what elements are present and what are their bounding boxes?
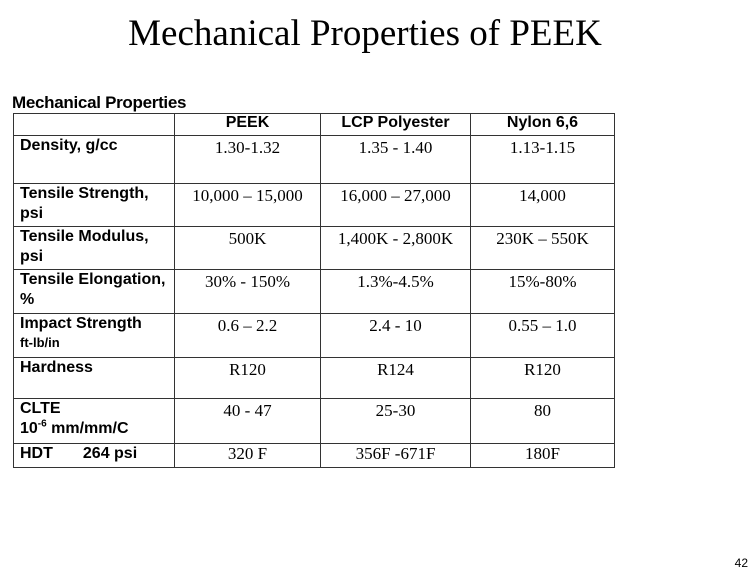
value-text: 1,400K - 2,800K (337, 229, 454, 248)
property-label: CLTE (20, 400, 61, 417)
unit-base: 10 (20, 420, 38, 437)
value-text: 2.4 - 10 (369, 316, 422, 335)
value-text: 1.30-1.32 (214, 138, 281, 157)
value-text: 180F (525, 444, 560, 463)
property-label: Impact Strength (20, 315, 142, 332)
value-cell (471, 136, 615, 184)
property-condition: 264 psi (82, 445, 138, 462)
value-text: R120 (229, 360, 266, 379)
value-cell (321, 358, 471, 399)
value-text: 1.35 - 1.40 (358, 138, 433, 157)
value-text: 0.55 – 1.0 (508, 316, 577, 335)
column-header-peek: PEEK (175, 114, 321, 136)
value-cell (321, 399, 471, 444)
value-text: 15%-80% (508, 272, 577, 291)
property-cell (14, 270, 175, 314)
value-text: 40 - 47 (223, 401, 272, 420)
table-row (14, 270, 615, 314)
value-cell (175, 399, 321, 444)
column-header-lcp-polyester: LCP Polyester (321, 114, 471, 136)
value-cell (321, 314, 471, 358)
value-cell (175, 184, 321, 227)
value-text: 0.6 – 2.2 (217, 316, 278, 335)
value-text: 30% - 150% (205, 272, 290, 291)
property-cell (14, 314, 175, 358)
table-row (14, 444, 615, 468)
property-cell (14, 444, 175, 468)
value-text: 356F -671F (355, 444, 436, 463)
value-cell (321, 270, 471, 314)
table-row (14, 314, 615, 358)
property-unit (20, 419, 174, 439)
column-header-nylon: Nylon 6,6 (471, 114, 615, 136)
value-text: 25-30 (375, 401, 416, 420)
value-text: 500K (228, 229, 267, 248)
value-cell (471, 358, 615, 399)
property-unit: ft-lb/in (20, 335, 60, 350)
value-cell (175, 314, 321, 358)
property-label: Tensile Elongation, % (20, 271, 166, 308)
property-label: Tensile Modulus, psi (20, 228, 149, 265)
value-cell (175, 358, 321, 399)
table-row (14, 358, 615, 399)
table-row (14, 227, 615, 270)
property-label: Density, g/cc (20, 137, 118, 154)
table-heading: Mechanical Properties (12, 93, 187, 112)
table-header-row (14, 114, 615, 136)
value-cell (471, 227, 615, 270)
value-cell (471, 444, 615, 468)
value-cell (321, 227, 471, 270)
value-cell (321, 136, 471, 184)
value-text: 14,000 (519, 186, 566, 205)
property-cell (14, 184, 175, 227)
value-cell (321, 184, 471, 227)
property-cell (14, 227, 175, 270)
property-cell (14, 399, 175, 444)
property-cell (14, 136, 175, 184)
value-cell (175, 136, 321, 184)
table-row (14, 399, 615, 444)
value-cell (321, 444, 471, 468)
value-text: 80 (534, 401, 551, 420)
property-label: Tensile Strength, psi (20, 185, 149, 222)
value-text: 1.3%-4.5% (357, 272, 434, 291)
value-cell (471, 314, 615, 358)
property-cell (14, 358, 175, 399)
slide-title: Mechanical Properties of PEEK (128, 13, 602, 54)
property-label: Hardness (20, 359, 93, 376)
value-text: R124 (377, 360, 414, 379)
value-cell (175, 227, 321, 270)
column-header-property (14, 114, 175, 136)
value-cell (175, 444, 321, 468)
value-cell (471, 399, 615, 444)
value-text: R120 (524, 360, 561, 379)
value-cell (471, 184, 615, 227)
table-row (14, 184, 615, 227)
page-number: 42 (734, 556, 748, 570)
value-cell (175, 270, 321, 314)
properties-table (13, 113, 615, 468)
value-cell (471, 270, 615, 314)
value-text: 1.13-1.15 (509, 138, 576, 157)
table-row (14, 136, 615, 184)
unit-exponent: -6 (37, 418, 47, 430)
value-text: 16,000 – 27,000 (340, 186, 451, 205)
value-text: 320 F (227, 444, 268, 463)
unit-suffix: mm/mm/C (46, 420, 129, 437)
value-text: 10,000 – 15,000 (192, 186, 303, 205)
property-label: HDT (20, 445, 53, 462)
value-text: 230K – 550K (496, 229, 589, 248)
